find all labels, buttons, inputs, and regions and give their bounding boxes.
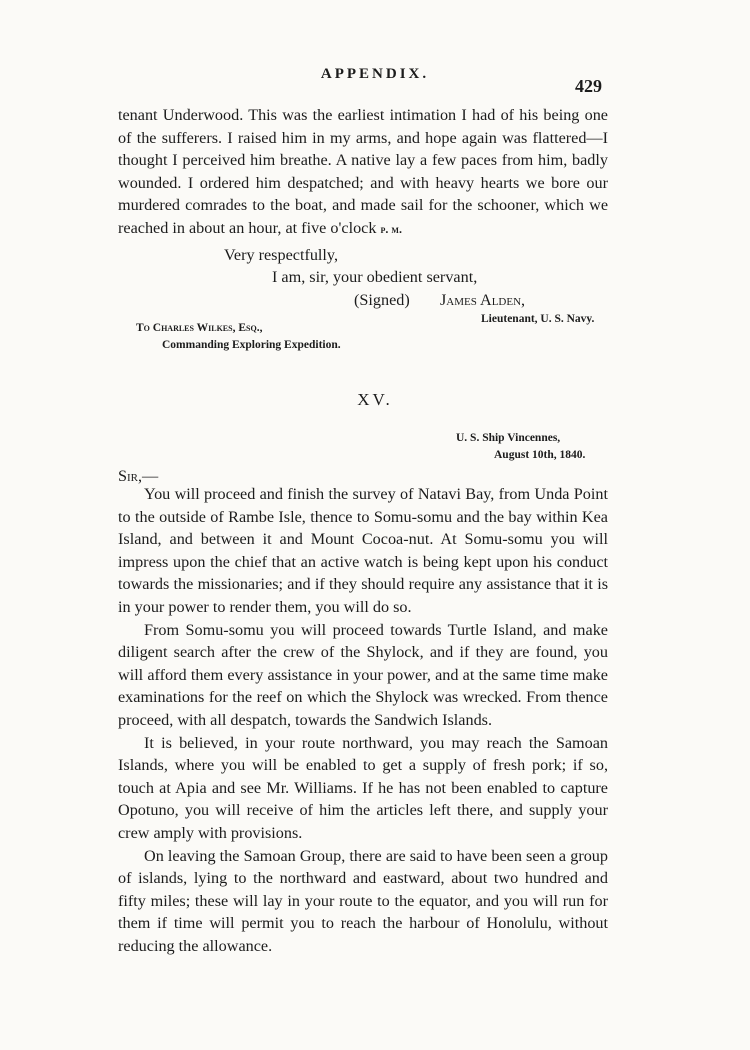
signer-name: James Alden, <box>440 291 526 309</box>
addressee-line-1: To Charles Wilkes, Esq., <box>136 322 263 334</box>
closing-salutation: Very respectfully, <box>224 246 339 264</box>
addressee-line-2: Commanding Exploring Expedition. <box>162 339 341 351</box>
signer-rank: Lieutenant, U. S. Navy. <box>481 313 595 325</box>
closing-servant: I am, sir, your obedient servant, <box>272 268 478 286</box>
page-number: 429 <box>575 76 602 96</box>
letter-end-paragraph <box>118 104 608 241</box>
salutation: Sir,— <box>118 467 159 485</box>
letter-body <box>118 483 608 957</box>
letter-place: U. S. Ship Vincennes, <box>456 432 561 444</box>
body-paragraph-2: From Somu-somu you will proceed towards Turtle Island, and make diligent search after the crew of the Shylock, and if they are found, you will afford them every assistance in your power, and at the same time make examinations for the reef on which the Shylock was wrecked. From thence proceed, with all despatch, towards the Sandwich Islands. <box>118 620 608 729</box>
body-paragraph-3: It is believed, in your route northward, you may reach the Samoan Islands, where you will be enabled to get a supply of fresh pork; if so, touch at Apia and see Mr. Williams. If he has not been enabled to capture Opotuno, you will receive of him the articles left there, and supply your crew amply with provisions. <box>118 733 608 842</box>
signed-label: (Signed) <box>354 291 410 309</box>
running-title: APPENDIX. <box>320 66 430 82</box>
time-suffix: p. m. <box>380 221 402 236</box>
section-number: XV. <box>357 390 393 409</box>
body-paragraph-1: You will proceed and finish the survey of Natavi Bay, from Unda Point to the outside of Rambe Isle, thence to Somu-somu and the bay within Kea Island, and between it and Mount Cocoa-nut. At Somu-somu you will impress upon the chief that an active watch is being kept upon his conduct towards the missionaries; and if they should require any assistance that it is in your power to render them, you will do so. <box>118 485 608 616</box>
body-paragraph-4: On leaving the Samoan Group, there are said to have been seen a group of islands, lying to the northward and eastward, about two hundred and fifty miles; these will lay in your route to the equator, and you will run for them if time will permit you to reach the harbour of Honolulu, without reducing the allowance. <box>118 846 608 955</box>
letter-date: August 10th, 1840. <box>494 449 586 461</box>
letter-end-text: tenant Underwood. This was the earliest intimation I had of his being one of the sufferers. I raised him in my arms, and hope again was flattered—I thought I perceived him breathe. A native lay a few paces from him, badly wounded. I ordered him despatched; and with heavy hearts we bore our murdered comrades to the boat, and made sail for the schooner, which we reached in about an hour, at five o'clock <box>118 106 608 237</box>
